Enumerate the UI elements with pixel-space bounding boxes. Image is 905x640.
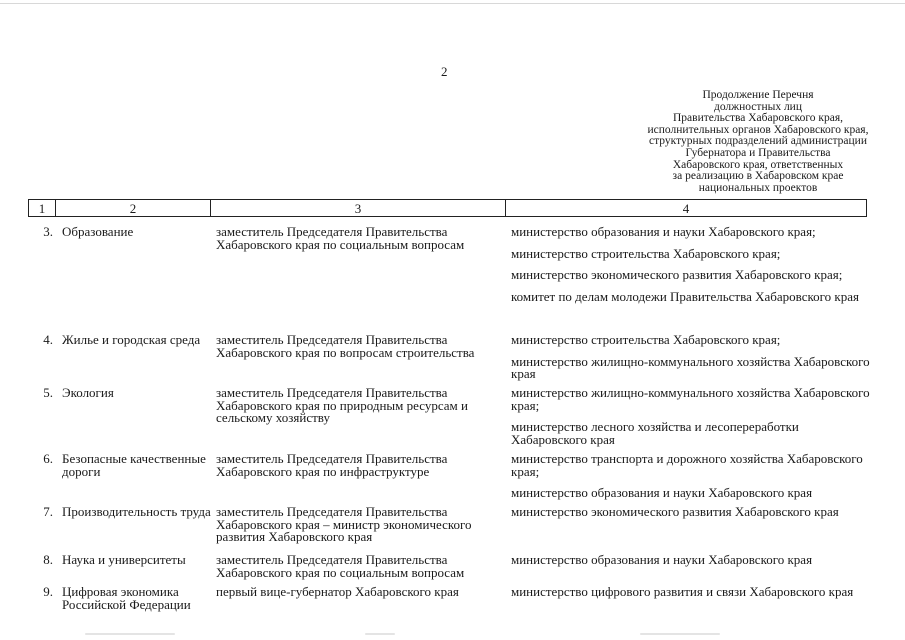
continuation-line: Продолжение Перечня (702, 89, 814, 101)
top-rule (0, 3, 905, 4)
executor-item: министерство образования и науки Хабаровского края; (511, 224, 816, 239)
project-name: Безопасные качественные дороги (62, 451, 206, 479)
responsible-official: заместитель Председателя Правительства Хабаровского края по инфраструктуре (216, 451, 448, 479)
scan-artifact (365, 633, 395, 635)
executors-list (511, 506, 871, 519)
row-number: 8. (43, 552, 53, 567)
row-number: 9. (43, 584, 53, 599)
project-name: Экология (62, 385, 114, 400)
project-name: Цифровая экономика Российской Федерации (62, 584, 191, 612)
continuation-line: структурных подразделений администрации (649, 135, 867, 148)
executor-item: министерство образования и науки Хабаровского края (511, 485, 813, 500)
executor-item: министерство строительства Хабаровского края; (511, 245, 781, 261)
executor-item: министерство экономического развития Хабаровского края; (511, 267, 843, 282)
executor-item: министерство жилищно-коммунального хозяйства Хабаровского края; (511, 385, 870, 413)
project-name: Образование (62, 224, 134, 239)
row-number: 5. (43, 385, 53, 400)
row-number: 6. (43, 451, 53, 466)
column-header-4: 4 (506, 200, 867, 217)
responsible-official: заместитель Председателя Правительства Хабаровского края по вопросам строительства (216, 332, 475, 360)
column-header-row (28, 199, 867, 217)
column-header-2: 2 (56, 200, 211, 217)
continuation-line: национальных проектов (698, 181, 818, 194)
row-number: 3. (43, 224, 53, 239)
executors-list (511, 334, 871, 381)
executor-item: министерство цифрового развития и связи Хабаровского края (511, 584, 854, 599)
continuation-line: Губернатора и Правительства (685, 146, 831, 159)
executor-item: комитет по делам молодежи Правительства Хабаровского края (511, 288, 859, 304)
responsible-official: заместитель Председателя Правительства Хабаровского края – министр экономического развития Хабаровского края (216, 504, 472, 544)
executors-list (511, 554, 871, 567)
executor-item: министерство образования и науки Хабаровского края (511, 552, 813, 567)
row-number: 4. (43, 332, 53, 347)
executor-item: министерство экономического развития Хабаровского края (511, 504, 839, 519)
row-number: 7. (43, 504, 53, 519)
continuation-line: исполнительных органов Хабаровского края, (647, 123, 869, 136)
executor-item: министерство строительства Хабаровского края; (511, 332, 781, 347)
responsible-official: заместитель Председателя Правительства Хабаровского края по социальным вопросам (216, 552, 465, 580)
column-header-1: 1 (29, 200, 56, 217)
continuation-line: Правительства Хабаровского края, (673, 112, 843, 125)
executor-item: министерство транспорта и дорожного хозяйства Хабаровского края; (511, 451, 863, 479)
executor-item: министерство лесного хозяйства и лесопереработки Хабаровского края (511, 419, 799, 447)
column-header-3: 3 (211, 200, 506, 217)
scan-artifact (640, 633, 720, 635)
executors-list (511, 226, 871, 303)
executors-list (511, 387, 871, 446)
scan-artifact (85, 633, 175, 635)
responsible-official: первый вице-губернатор Хабаровского края (216, 584, 459, 599)
continuation-line: за реализацию в Хабаровском крае (672, 170, 844, 183)
executors-list (511, 453, 871, 500)
continuation-header (608, 90, 905, 194)
responsible-official: заместитель Председателя Правительства Хабаровского края по природным ресурсам и сельскому хозяйству (216, 385, 468, 425)
page-number: 2 (441, 64, 448, 79)
responsible-official: заместитель Председателя Правительства Хабаровского края по социальным вопросам (216, 224, 465, 252)
continuation-line: должностных лиц (713, 100, 802, 113)
project-name: Производительность труда (62, 504, 211, 519)
continuation-line: Хабаровского края, ответственных (672, 158, 844, 171)
executor-item: министерство жилищно-коммунального хозяйства Хабаровского края (511, 353, 870, 381)
project-name: Жилье и городская среда (62, 332, 201, 347)
executors-list (511, 586, 871, 599)
project-name: Наука и университеты (62, 552, 186, 567)
